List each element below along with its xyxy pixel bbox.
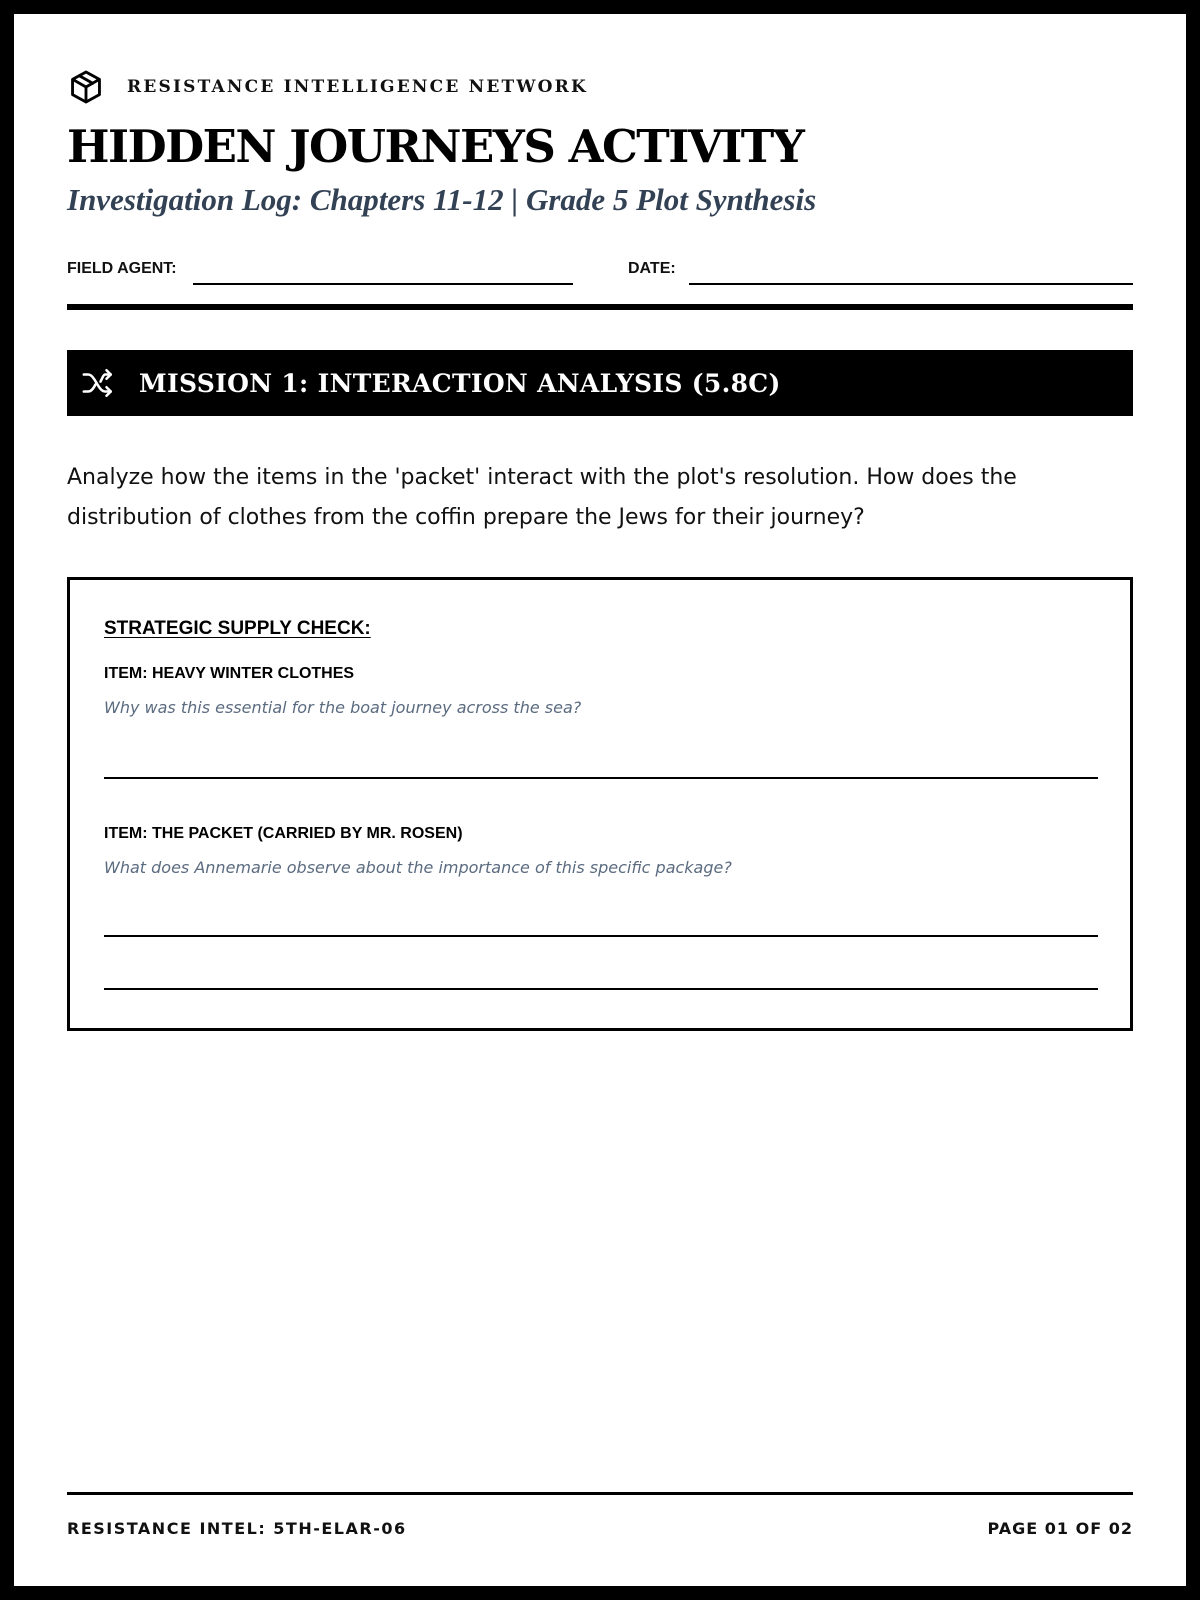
shuffle-icon <box>81 366 115 400</box>
item-question: Why was this essential for the boat journey across the sea? <box>104 698 582 717</box>
field-agent-input[interactable] <box>193 283 573 285</box>
date-input[interactable] <box>689 283 1133 285</box>
footer-code: RESISTANCE INTEL: 5TH-ELAR-06 <box>67 1519 407 1538</box>
item-title: ITEM: HEAVY WINTER CLOTHES <box>104 665 355 682</box>
page-number: PAGE 01 OF 02 <box>987 1519 1133 1538</box>
item-question: What does Annemarie observe about the importance of this specific package? <box>104 858 732 877</box>
footer-divider <box>67 1492 1133 1495</box>
agent-date-row <box>67 256 1133 292</box>
date-label: DATE: <box>628 260 676 277</box>
network-name: RESISTANCE INTELLIGENCE NETWORK <box>127 77 588 97</box>
page-title: HIDDEN JOURNEYS ACTIVITY <box>67 120 804 173</box>
worksheet-page <box>14 14 1186 1586</box>
cube-icon <box>67 68 105 106</box>
header-divider <box>67 304 1133 310</box>
answer-line[interactable] <box>104 935 1098 937</box>
field-agent-label: FIELD AGENT: <box>67 260 177 277</box>
mission-banner <box>67 350 1133 416</box>
network-header <box>67 68 588 106</box>
item-title: ITEM: THE PACKET (CARRIED BY MR. ROSEN) <box>104 825 463 842</box>
answer-line[interactable] <box>104 777 1098 779</box>
answer-line[interactable] <box>104 988 1098 990</box>
supply-check-heading: STRATEGIC SUPPLY CHECK: <box>104 618 371 639</box>
page-subtitle: Investigation Log: Chapters 11-12 | Grade 5 Plot Synthesis <box>67 182 817 217</box>
mission-prompt: Analyze how the items in the 'packet' interact with the plot's resolution. How does the distribution of clothes from the coffin prepare the Jews for their journey? <box>67 465 1017 530</box>
supply-check-box <box>67 577 1133 1031</box>
mission-title: MISSION 1: INTERACTION ANALYSIS (5.8C) <box>139 368 781 398</box>
